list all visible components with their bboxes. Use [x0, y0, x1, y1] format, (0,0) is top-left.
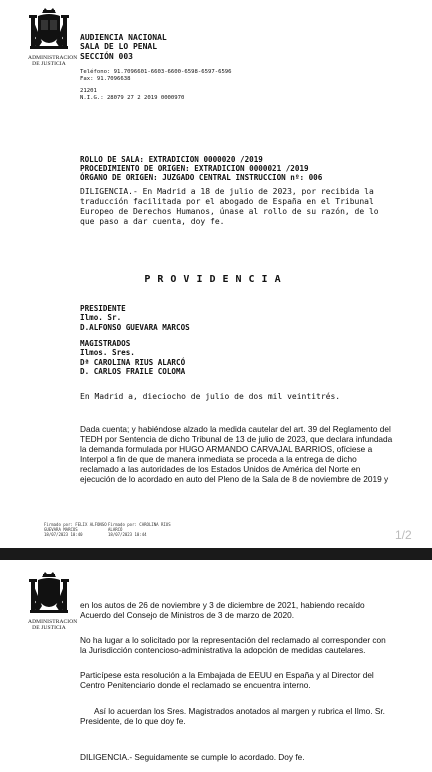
logo-caption-line: DE JUSTICIA — [32, 625, 66, 631]
presidente-label: PRESIDENTE — [80, 304, 126, 313]
signature-line: ALARCÓ — [108, 527, 123, 532]
presidente-name: D.ALFONSO GUEVARA MARCOS — [80, 322, 190, 332]
court-name: AUDIENCIA NACIONAL — [80, 33, 167, 42]
justice-logo — [28, 572, 78, 631]
text-line: Interpol a fin de que de manera inmediata se proceda a la entrega de dicho — [80, 454, 357, 464]
text-line: ejecución de lo acordado en auto del Pleno de la Sala de 8 de noviembre de 2019 y — [80, 474, 389, 484]
magistrado-name: D. CARLOS FRAILE COLOMA — [80, 367, 186, 377]
presidente-block — [80, 304, 190, 332]
text-line: en los autos de 26 de noviembre y 3 de diciembre de 2021, habiendo recaído — [80, 600, 365, 610]
section-name: SECCIÓN 003 — [80, 51, 133, 61]
text-line: TEDH por Sentencia de dicho Tribunal de 13 de julio de 2023, que declara infundada — [80, 434, 393, 444]
phone-number: Teléfono: 91.7096601-6603-6600-6598-6597-6596 — [80, 69, 232, 75]
text-line: reclamado a las autoridades de los Estados Unidos de América del Norte en — [80, 464, 361, 474]
signature-line: Firmado por: CAROLINA RIUS — [108, 522, 171, 527]
text-line: la Jurisdicción contencioso-administrativa la adopción de medidas cautelares. — [80, 645, 366, 655]
signature-stamp — [44, 522, 107, 537]
text-line: No ha lugar a lo solicitado por la representación del reclamado al corresponder con — [80, 635, 386, 645]
logo-caption — [28, 619, 78, 631]
text-line: Acuerdo del Consejo de Ministros de 3 de marzo de 2020. — [80, 610, 295, 620]
text-line: traducción facilitada por el abogado de España en el Tribunal — [80, 197, 374, 206]
magistrados-label: MAGISTRADOS — [80, 339, 131, 348]
body-paragraph — [80, 706, 416, 726]
page-separator — [0, 548, 432, 560]
text-line: Centro Penitenciario donde el reclamado se encuentra interno. — [80, 680, 311, 690]
signature-line: Firmado por: FELIX ALFONSO — [44, 522, 107, 527]
nig-number: N.I.G.: 28079 27 2 2019 0000970 — [80, 95, 185, 102]
fax-number: Fax: 91.7096638 — [80, 76, 131, 83]
body-paragraph — [80, 600, 416, 620]
place-date: En Madrid a, dieciocho de julio de dos mil veintitrés. — [80, 392, 341, 401]
coat-of-arms-icon — [28, 572, 70, 618]
magistrados-block — [80, 339, 185, 377]
text-line: DILIGENCIA.- En Madrid a 18 de julio de 2023, por recibida la — [80, 187, 374, 196]
text-line: Europeo de Derechos Humanos, únase al rollo de su razón, de lo — [80, 207, 379, 216]
logo-caption — [28, 55, 78, 67]
body-paragraph — [80, 424, 416, 484]
logo-caption-line: DE JUSTICIA — [32, 61, 66, 67]
justice-logo — [28, 8, 78, 67]
text-line: Dada cuenta; y habiéndose alzado la medida cautelar del art. 39 del Reglamento del — [80, 424, 391, 434]
signature-line: 18/07/2023 10:40 — [44, 532, 83, 537]
court-header — [80, 33, 167, 61]
magistrado-name: Dª CAROLINA RIUS ALARCÓ — [80, 357, 186, 367]
page-number: 1/2 — [395, 528, 412, 542]
signature-stamp — [108, 522, 171, 537]
logo-caption-line: ADMINISTRACION — [28, 619, 78, 625]
coat-of-arms-icon — [28, 8, 70, 54]
logo-caption-line: ADMINISTRACION — [28, 55, 78, 61]
contact-block — [80, 69, 232, 84]
organo-origen: ÓRGANO DE ORIGEN: JUZGADO CENTRAL INSTRUCCION nº: 006 — [80, 173, 323, 182]
body-paragraph — [80, 635, 416, 655]
body-paragraph — [80, 670, 416, 690]
diligencia-final: DILIGENCIA.- Seguidamente se cumple lo acordado. Doy fe. — [80, 752, 305, 762]
text-line: que paso a dar cuenta, doy fe. — [80, 217, 225, 226]
presidente-title: Ilmo. Sr. — [80, 313, 122, 323]
text-line: Así lo acuerdan los Sres. Magistrados anotados al margen y rubrica el Ilmo. Sr. — [94, 706, 385, 716]
signature-line: 18/07/2023 10:44 — [108, 532, 147, 537]
ref-code: 21201 — [80, 88, 97, 94]
chamber-name: SALA DE LO PENAL — [80, 42, 158, 52]
text-line: Particípese esta resolución a la Embajada de EEUU en España y al Director del — [80, 670, 374, 680]
rollo-de-sala: ROLLO DE SALA: EXTRADICION 0000020 /2019 — [80, 155, 263, 164]
signature-line: GUEVARA MARCOS — [44, 527, 78, 532]
ref-block — [80, 88, 184, 103]
diligencia-paragraph — [80, 187, 416, 227]
document-page-2 — [0, 560, 432, 772]
text-line: la demanda formulada por HUGO ARMANDO CARVAJAL BARRIOS, ofíciese a — [80, 444, 373, 454]
magistrados-title: Ilmos. Sres. — [80, 348, 135, 358]
case-references — [80, 155, 322, 182]
document-title: PROVIDENCIA — [144, 274, 288, 285]
procedimiento-origen: PROCEDIMIENTO DE ORIGEN: EXTRADICION 0000021 /2019 — [80, 164, 309, 173]
text-line: Presidente, de lo que doy fe. — [80, 716, 186, 726]
